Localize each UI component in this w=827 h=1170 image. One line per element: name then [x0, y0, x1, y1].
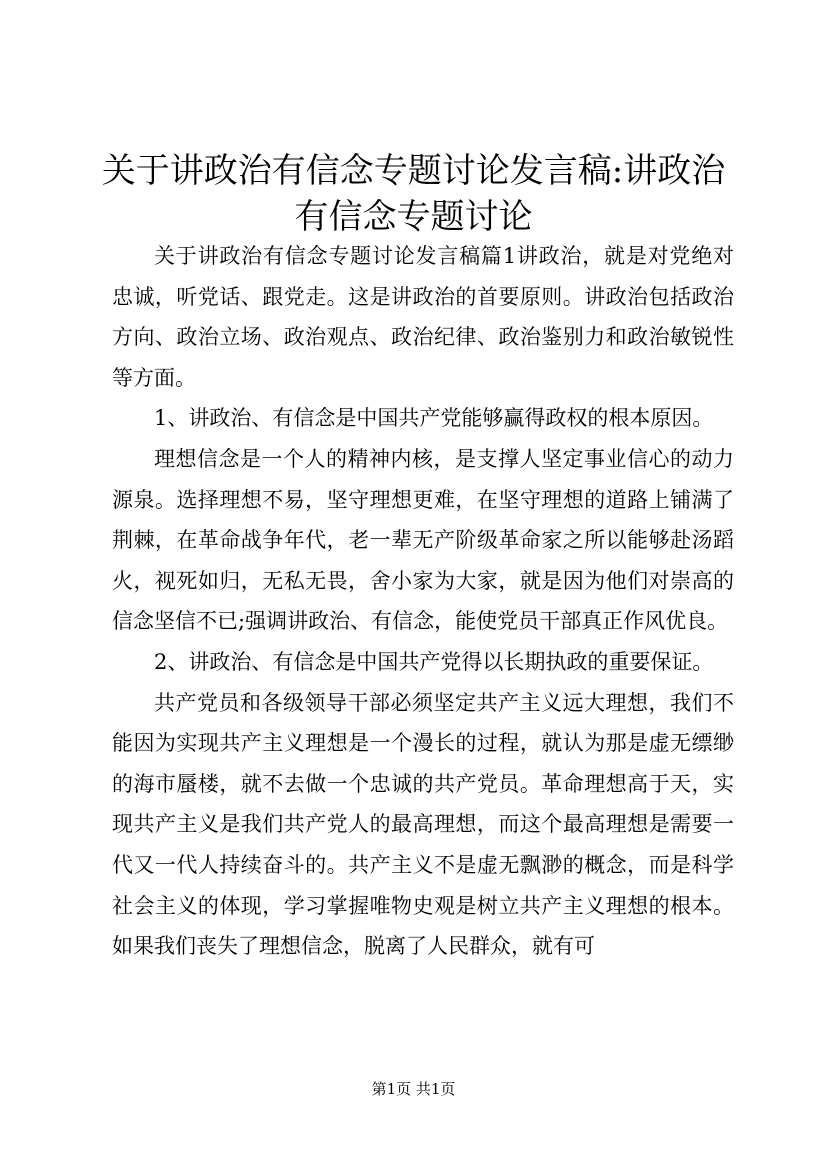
paragraph-point-2: 2、讲政治、有信念是中国共产党得以长期执政的重要保证。	[154, 649, 714, 674]
paragraph-intro: 关于讲政治有信念专题讨论发言稿篇1讲政治，就是对党绝对忠诚，听党话、跟党走。这是讲政治的首要原则。讲政治包括政治方向、政治立场、政治观点、政治纪律、政治鉴别力和政治敏锐性等方面。	[112, 244, 734, 390]
paragraph-ideals: 理想信念是一个人的精神内核，是支撑人坚定事业信心的动力源泉。选择理想不易，坚守理想更难，在坚守理想的道路上铺满了荆棘，在革命战争年代，老一辈无产阶级革命家之所以能够赴汤蹈火，视死如归，无私无畏，舍小家为大家，就是因为他们对崇高的信念坚信不已;强调讲政治、有信念，能使党员干部真正作风优良。	[112, 446, 734, 634]
page-footer: 第1页 共1页	[371, 1080, 456, 1098]
document-title: 关于讲政治有信念专题讨论发言稿:讲政治有信念专题讨论	[101, 151, 726, 237]
paragraph-point-1: 1、讲政治、有信念是中国共产党能够赢得政权的根本原因。	[154, 406, 714, 431]
document-body	[112, 236, 734, 967]
paragraph-communist-ideals: 共产党员和各级领导干部必须坚定共产主义远大理想，我们不能因为实现共产主义理想是一个漫长的过程，就认为那是虚无缥缈的海市蜃楼，就不去做一个忠诚的共产党员。革命理想高于天，实现共产主义是我们共产党人的最高理想，而这个最高理想是需要一代又一代人持续奋斗的。共产主义不是虚无飘渺的概念，而是科学社会主义的体现，学习掌握唯物史观是树立共产主义理想的根本。如果我们丧失了理想信念，脱离了人民群众，就有可	[112, 690, 734, 959]
